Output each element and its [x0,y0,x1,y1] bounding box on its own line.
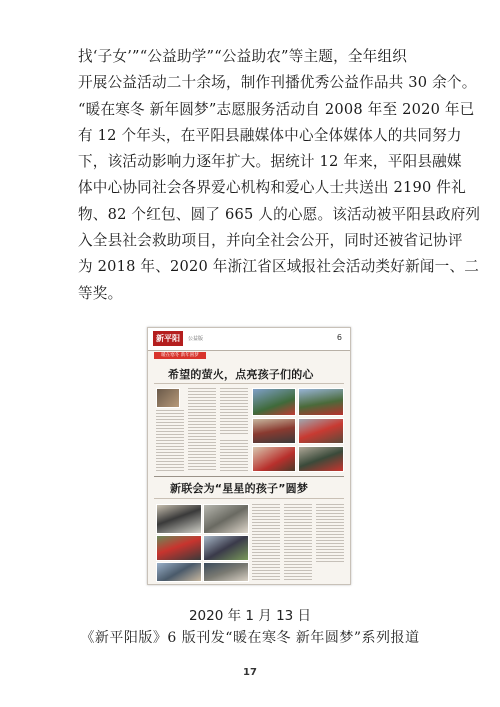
article-photo [298,446,344,472]
newspaper-masthead [148,328,350,351]
article-photo [298,388,344,416]
caption-title: 《新平阳版》6 版刊发“暖在寒冬 新年圆梦”系列报道 [80,630,420,646]
newspaper-clipping-image [147,327,351,585]
article-photo [252,418,296,444]
article-photo [156,388,180,408]
article-photo [156,562,202,582]
text-column [156,410,184,472]
divider [154,476,344,477]
article-photo [298,418,344,444]
body-line: 等奖。 [78,284,123,302]
body-line: 开展公益活动二十余场，制作刊播优秀公益作品共 30 余个。 [78,74,477,92]
divider [154,498,344,499]
text-column [284,504,312,580]
body-line: “暖在寒冬 新年圆梦”志愿服务活动自 2008 年至 2020 年已 [78,100,475,118]
article-photo [203,504,249,534]
newspaper-page-number: 6 [336,333,342,342]
body-line: 体中心协同社会各界爱心机构和爱心人士共送出 2190 件礼 [78,179,466,197]
article-photo [203,562,249,582]
text-column [188,388,216,472]
text-column [316,504,344,564]
article-photo [203,535,249,561]
article-photo [252,446,296,472]
article-photo [252,388,296,416]
newspaper-headline-1: 希望的萤火，点亮孩子们的心 [168,368,314,381]
article-photo [156,504,202,534]
body-line: 物、82 个红包、圆了 665 人的心愿。该活动被平阳县政府列 [78,205,481,223]
body-line: 有 12 个年头，在平阳县融媒体中心全体媒体人的共同努力 [78,126,462,144]
text-column [220,388,248,436]
newspaper-banner: 暖在寒冬 新年圆梦 [154,352,206,359]
newspaper-headline-2: 新联会为“星星的孩子”圆梦 [170,482,309,495]
body-line: 下，该活动影响力逐年扩大。据统计 12 年来，平阳县融媒 [78,153,462,171]
divider [154,383,344,384]
body-line: 入全县社会救助项目，并向全社会公开，同时还被省记协评 [78,232,463,250]
text-column [220,440,248,472]
body-paragraph [78,44,481,307]
body-line: 找‘子女’”“公益助学”“公益助农”等主题，全年组织 [78,48,408,65]
newspaper-section: 公益版 [188,336,204,342]
newspaper-logo: 新平阳 [153,331,183,346]
article-photo [156,535,202,561]
body-line: 为 2018 年、2020 年浙江省区域报社会活动类好新闻一、二 [78,258,480,276]
text-column [252,504,280,580]
caption-date: 2020 年 1 月 13 日 [188,608,312,624]
page-number: 17 [243,667,257,678]
